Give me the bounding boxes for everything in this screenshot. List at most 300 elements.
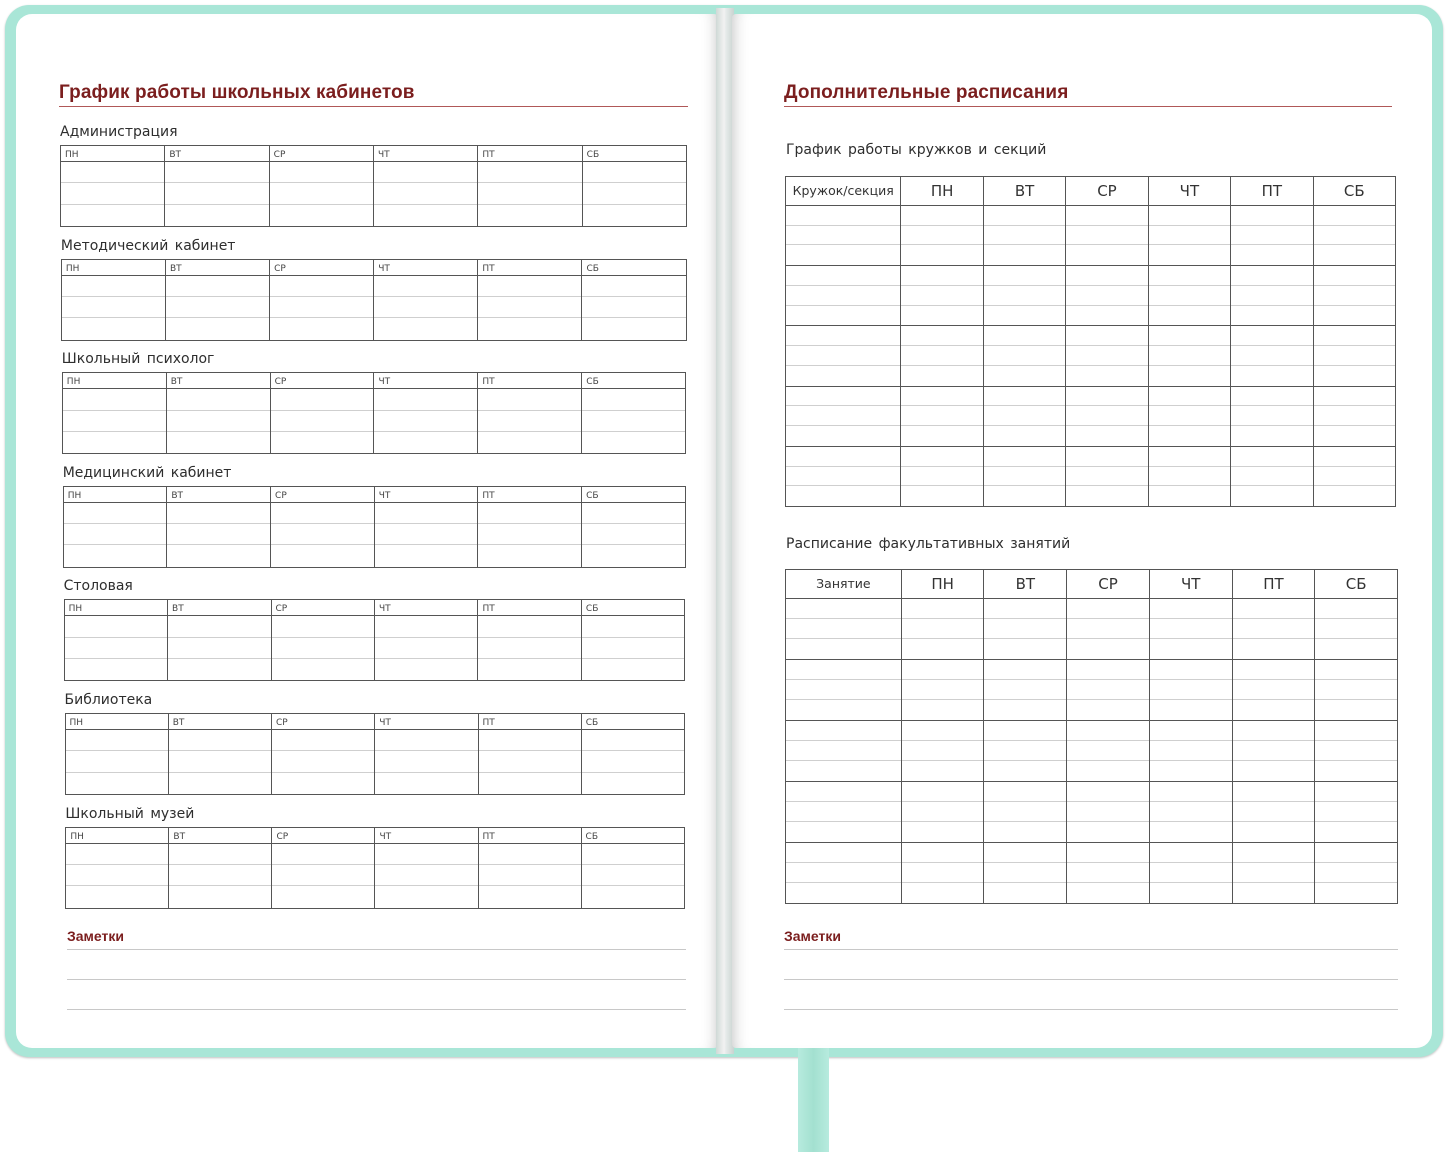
schedule-cell[interactable]	[1233, 599, 1316, 660]
cell-line	[1150, 741, 1232, 761]
cell-line	[1231, 346, 1312, 366]
day-header: ЧТ	[1149, 177, 1231, 206]
cell-line	[272, 844, 374, 865]
schedule-cell[interactable]	[1149, 206, 1231, 266]
cell-line	[902, 680, 984, 700]
schedule-cell[interactable]	[1314, 326, 1396, 386]
schedule-cell[interactable]	[1314, 206, 1396, 266]
schedule-cell[interactable]	[1066, 206, 1148, 266]
first-column-header: Кружок/секция	[786, 177, 901, 206]
cell-line	[901, 306, 982, 326]
day-header: ВТ	[984, 177, 1066, 206]
cell-line	[1150, 883, 1232, 903]
day-header: ПН	[64, 487, 168, 503]
schedule-cell[interactable]	[375, 844, 478, 909]
cell-line	[478, 183, 581, 204]
cell-line	[1066, 366, 1147, 386]
cell-line	[1067, 700, 1149, 720]
cell-line	[375, 545, 478, 566]
schedule-cell[interactable]	[902, 721, 985, 782]
activity-name-cell[interactable]	[786, 206, 901, 266]
cell-line	[901, 426, 982, 446]
schedule-cell[interactable]	[1067, 782, 1150, 843]
cell-line	[1315, 639, 1397, 659]
cell-line	[1149, 426, 1230, 446]
cell-line	[270, 205, 373, 226]
schedule-cell[interactable]	[272, 616, 375, 681]
cell-line	[984, 660, 1066, 680]
cell-line	[169, 773, 271, 794]
cell-line	[478, 616, 580, 637]
day-header: ЧТ	[375, 714, 478, 730]
schedule-cell[interactable]	[375, 503, 479, 568]
cell-line	[1314, 266, 1395, 286]
cell-line	[1233, 822, 1315, 842]
cell-line	[786, 447, 900, 467]
cell-line	[271, 545, 374, 566]
cell-line	[786, 741, 901, 761]
day-header: ВТ	[167, 487, 271, 503]
cell-line	[375, 844, 477, 865]
cell-line	[272, 751, 374, 772]
schedule-cell[interactable]	[1150, 660, 1233, 721]
schedule-cell[interactable]	[1315, 782, 1398, 843]
schedule-cell[interactable]	[583, 162, 687, 227]
cell-line	[478, 411, 581, 432]
schedule-cell[interactable]	[984, 721, 1067, 782]
cell-line	[984, 802, 1066, 822]
schedule-cell[interactable]	[984, 266, 1066, 326]
day-header: ПТ	[478, 146, 582, 162]
schedule-cell[interactable]	[1314, 266, 1396, 326]
cell-line	[166, 276, 269, 297]
cell-line	[479, 865, 581, 886]
day-header: ВТ	[169, 714, 272, 730]
cell-line	[1149, 467, 1230, 487]
cell-line	[1233, 883, 1315, 903]
cell-line	[786, 843, 901, 863]
schedule-cell[interactable]	[1067, 599, 1150, 660]
schedule-cell[interactable]	[168, 616, 271, 681]
first-column-header: Занятие	[786, 570, 902, 599]
cell-line	[1149, 447, 1230, 467]
schedule-cell[interactable]	[1067, 721, 1150, 782]
day-header: ЧТ	[375, 487, 479, 503]
cell-line	[374, 411, 477, 432]
day-header: ПН	[61, 146, 165, 162]
cell-line	[374, 318, 477, 339]
cell-line	[582, 411, 685, 432]
cell-line	[1067, 721, 1149, 741]
schedule-cell[interactable]	[1315, 721, 1398, 782]
schedule-cell[interactable]	[61, 162, 165, 227]
schedule-cell[interactable]	[1233, 721, 1316, 782]
cell-line	[786, 206, 900, 226]
cell-line	[375, 524, 478, 545]
activity-name-cell[interactable]	[786, 721, 902, 782]
schedule-cell[interactable]	[582, 730, 685, 795]
schedule-cell[interactable]	[63, 389, 167, 454]
cell-line	[1315, 700, 1397, 720]
schedule-cell[interactable]	[1231, 326, 1313, 386]
schedule-cell[interactable]	[375, 730, 478, 795]
cell-line	[169, 865, 271, 886]
cell-line	[165, 205, 268, 226]
cell-line	[62, 297, 165, 318]
day-header: СР	[272, 714, 375, 730]
day-header: ВТ	[984, 570, 1067, 599]
cell-line	[902, 782, 984, 802]
schedule-cell[interactable]	[272, 844, 375, 909]
note-line	[67, 1009, 686, 1010]
day-header: ВТ	[169, 828, 272, 844]
schedule-cell[interactable]	[478, 389, 582, 454]
schedule-cell[interactable]	[1150, 721, 1233, 782]
cell-line	[478, 205, 581, 226]
cell-line	[1150, 660, 1232, 680]
day-header: СР	[1067, 570, 1150, 599]
cell-line	[272, 659, 374, 680]
cell-line	[902, 761, 984, 781]
schedule-cell[interactable]	[479, 730, 582, 795]
schedule-cell[interactable]	[984, 387, 1066, 447]
cell-line	[167, 545, 270, 566]
cell-line	[786, 346, 900, 366]
room-schedule-grid	[61, 259, 687, 341]
cell-line	[786, 761, 901, 781]
bookmark-ribbon[interactable]	[798, 1040, 829, 1152]
cell-line	[1150, 619, 1232, 639]
cell-line	[1066, 306, 1147, 326]
schedule-cell[interactable]	[582, 844, 685, 909]
schedule-cell[interactable]	[478, 162, 582, 227]
cell-line	[786, 700, 901, 720]
cell-line	[478, 276, 581, 297]
cell-line	[1231, 206, 1312, 226]
cell-line	[902, 639, 984, 659]
schedule-cell[interactable]	[374, 162, 478, 227]
cell-line	[374, 183, 477, 204]
room-label: Администрация	[60, 124, 178, 140]
day-header: ВТ	[166, 260, 270, 276]
cell-line	[271, 389, 374, 410]
cell-line	[902, 599, 984, 619]
cell-line	[271, 411, 374, 432]
schedule-cell[interactable]	[270, 276, 374, 341]
cell-line	[478, 318, 581, 339]
schedule-cell[interactable]	[1315, 843, 1398, 904]
schedule-cell[interactable]	[582, 616, 685, 681]
schedule-cell[interactable]	[169, 730, 272, 795]
schedule-cell[interactable]	[1066, 326, 1148, 386]
day-header: СБ	[582, 828, 685, 844]
cell-line	[1233, 619, 1315, 639]
cell-line	[786, 486, 900, 506]
day-header: СР	[272, 600, 375, 616]
schedule-cell[interactable]	[1066, 266, 1148, 326]
cell-line	[1066, 226, 1147, 246]
schedule-cell[interactable]	[167, 503, 271, 568]
activity-name-cell[interactable]	[786, 843, 902, 904]
cell-line	[1314, 226, 1395, 246]
cell-line	[1233, 761, 1315, 781]
cell-line	[1149, 206, 1230, 226]
room-schedule-grid	[65, 827, 684, 909]
day-header: ПТ	[479, 828, 582, 844]
note-line	[784, 1009, 1398, 1010]
cell-line	[1231, 447, 1312, 467]
schedule-cell[interactable]	[1066, 387, 1148, 447]
cell-line	[479, 844, 581, 865]
activity-name-cell[interactable]	[786, 326, 901, 386]
cell-line	[984, 366, 1065, 386]
cell-line	[272, 638, 374, 659]
day-header: ВТ	[165, 146, 269, 162]
cell-line	[1314, 306, 1395, 326]
cell-line	[901, 245, 982, 265]
schedule-cell[interactable]	[62, 276, 166, 341]
cell-line	[1067, 761, 1149, 781]
cell-line	[984, 761, 1066, 781]
activity-name-cell[interactable]	[786, 266, 901, 326]
cell-line	[786, 245, 900, 265]
cell-line	[479, 730, 581, 751]
schedule-cell[interactable]	[271, 389, 375, 454]
schedule-cell[interactable]	[479, 844, 582, 909]
activity-name-cell[interactable]	[786, 387, 901, 447]
cell-line	[1314, 406, 1395, 426]
cell-line	[63, 389, 166, 410]
cell-line	[1149, 346, 1230, 366]
cell-line	[1314, 346, 1395, 366]
schedule-cell[interactable]	[375, 616, 478, 681]
cell-line	[375, 503, 478, 524]
cell-line	[1067, 680, 1149, 700]
cell-line	[582, 545, 685, 566]
schedule-cell[interactable]	[166, 276, 270, 341]
schedule-cell[interactable]	[1149, 326, 1231, 386]
schedule-cell[interactable]	[1150, 843, 1233, 904]
schedule-cell[interactable]	[1314, 447, 1396, 507]
cell-line	[270, 318, 373, 339]
schedule-cell[interactable]	[984, 660, 1067, 721]
schedule-cell[interactable]	[984, 599, 1067, 660]
schedule-cell[interactable]	[901, 326, 983, 386]
cell-line	[901, 486, 982, 506]
day-header: ВТ	[168, 600, 271, 616]
schedule-cell[interactable]	[169, 844, 272, 909]
schedule-cell[interactable]	[901, 387, 983, 447]
room-schedule-grid	[62, 372, 686, 454]
cell-line	[984, 326, 1065, 346]
activity-name-cell[interactable]	[786, 447, 901, 507]
cell-line	[375, 886, 477, 907]
cell-line	[167, 389, 270, 410]
cell-line	[166, 297, 269, 318]
cell-line	[902, 741, 984, 761]
schedule-cell[interactable]	[374, 389, 478, 454]
schedule-cell[interactable]	[1314, 387, 1396, 447]
cell-line	[272, 865, 374, 886]
schedule-cell[interactable]	[1315, 599, 1398, 660]
schedule-cell[interactable]	[65, 616, 168, 681]
schedule-cell[interactable]	[582, 503, 686, 568]
schedule-cell[interactable]	[1067, 843, 1150, 904]
cell-line	[1150, 721, 1232, 741]
schedule-cell[interactable]	[66, 844, 169, 909]
cell-line	[1233, 639, 1315, 659]
cell-line	[786, 680, 901, 700]
schedule-cell[interactable]	[984, 206, 1066, 266]
cell-line	[65, 616, 167, 637]
cell-line	[984, 447, 1065, 467]
cell-line	[902, 822, 984, 842]
schedule-cell[interactable]	[1150, 599, 1233, 660]
cell-line	[271, 524, 374, 545]
cell-line	[271, 432, 374, 453]
schedule-cell[interactable]	[1231, 387, 1313, 447]
schedule-cell[interactable]	[478, 616, 581, 681]
schedule-cell[interactable]	[165, 162, 269, 227]
cell-line	[1231, 366, 1312, 386]
schedule-cell[interactable]	[984, 447, 1066, 507]
cell-line	[901, 346, 982, 366]
schedule-cell[interactable]	[1315, 660, 1398, 721]
schedule-cell[interactable]	[902, 843, 985, 904]
schedule-cell[interactable]	[901, 447, 983, 507]
cell-line	[374, 389, 477, 410]
day-header: ПТ	[1231, 177, 1313, 206]
schedule-cell[interactable]	[478, 503, 582, 568]
cell-line	[168, 638, 270, 659]
schedule-cell[interactable]	[582, 389, 686, 454]
schedule-cell[interactable]	[1149, 387, 1231, 447]
cell-line	[272, 773, 374, 794]
schedule-cell[interactable]	[902, 660, 985, 721]
schedule-cell[interactable]	[984, 782, 1067, 843]
cell-line	[901, 226, 982, 246]
cell-line	[1149, 306, 1230, 326]
cell-line	[1066, 245, 1147, 265]
cell-line	[582, 318, 685, 339]
day-header: СБ	[582, 487, 686, 503]
cell-line	[984, 266, 1065, 286]
cell-line	[902, 863, 984, 883]
cell-line	[66, 751, 168, 772]
cell-line	[1067, 619, 1149, 639]
cell-line	[1233, 741, 1315, 761]
day-header: СБ	[582, 260, 686, 276]
schedule-cell[interactable]	[64, 503, 168, 568]
cell-line	[1314, 387, 1395, 407]
schedule-cell[interactable]	[374, 276, 478, 341]
activity-name-cell[interactable]	[786, 782, 902, 843]
cell-line	[167, 503, 270, 524]
schedule-cell[interactable]	[582, 276, 686, 341]
cell-line	[786, 387, 900, 407]
schedule-cell[interactable]	[271, 503, 375, 568]
schedule-cell[interactable]	[984, 843, 1067, 904]
schedule-cell[interactable]	[1233, 843, 1316, 904]
cell-line	[1233, 843, 1315, 863]
left-notes-label: Заметки	[67, 928, 124, 944]
cell-line	[1233, 721, 1315, 741]
schedule-cell[interactable]	[1231, 447, 1313, 507]
cell-line	[582, 432, 685, 453]
schedule-cell[interactable]	[902, 782, 985, 843]
cell-line	[1314, 426, 1395, 446]
schedule-cell[interactable]	[1231, 206, 1313, 266]
activity-name-cell[interactable]	[786, 660, 902, 721]
cell-line	[1315, 660, 1397, 680]
cell-line	[902, 721, 984, 741]
cell-line	[582, 503, 685, 524]
cell-line	[582, 844, 684, 865]
cell-line	[984, 206, 1065, 226]
schedule-cell[interactable]	[902, 599, 985, 660]
cell-line	[1315, 883, 1397, 903]
schedule-cell[interactable]	[66, 730, 169, 795]
schedule-cell[interactable]	[1066, 447, 1148, 507]
cell-line	[1231, 266, 1312, 286]
cell-line	[478, 638, 580, 659]
cell-line	[786, 721, 901, 741]
cell-line	[1066, 346, 1147, 366]
schedule-cell[interactable]	[1233, 782, 1316, 843]
cell-line	[984, 619, 1066, 639]
schedule-cell[interactable]	[270, 162, 374, 227]
cell-line	[1231, 387, 1312, 407]
cell-line	[984, 599, 1066, 619]
schedule-cell[interactable]	[1149, 266, 1231, 326]
cell-line	[786, 266, 900, 286]
schedule-cell[interactable]	[167, 389, 271, 454]
cell-line	[984, 426, 1065, 446]
activity-name-cell[interactable]	[786, 599, 902, 660]
cell-line	[1066, 406, 1147, 426]
schedule-cell[interactable]	[1149, 447, 1231, 507]
cell-line	[1067, 843, 1149, 863]
cell-line	[1150, 822, 1232, 842]
room-label: Методический кабинет	[60, 237, 236, 254]
schedule-cell[interactable]	[901, 206, 983, 266]
cell-line	[984, 346, 1065, 366]
day-header: СБ	[1315, 570, 1398, 599]
schedule-cell[interactable]	[901, 266, 983, 326]
cell-line	[1067, 599, 1149, 619]
schedule-cell[interactable]	[1233, 660, 1316, 721]
cell-line	[582, 389, 685, 410]
schedule-cell[interactable]	[1231, 266, 1313, 326]
schedule-cell[interactable]	[478, 276, 582, 341]
cell-line	[270, 276, 373, 297]
cell-line	[583, 183, 686, 204]
schedule-cell[interactable]	[1067, 660, 1150, 721]
day-header: СР	[271, 487, 375, 503]
schedule-cell[interactable]	[272, 730, 375, 795]
cell-line	[582, 638, 684, 659]
cell-line	[1150, 802, 1232, 822]
schedule-cell[interactable]	[984, 326, 1066, 386]
left-page	[16, 14, 718, 1048]
cell-line	[582, 773, 684, 794]
cell-line	[167, 411, 270, 432]
schedule-cell[interactable]	[1150, 782, 1233, 843]
day-header: ПТ	[1233, 570, 1316, 599]
cell-line	[374, 205, 477, 226]
cell-line	[786, 326, 900, 346]
cell-line	[902, 883, 984, 903]
